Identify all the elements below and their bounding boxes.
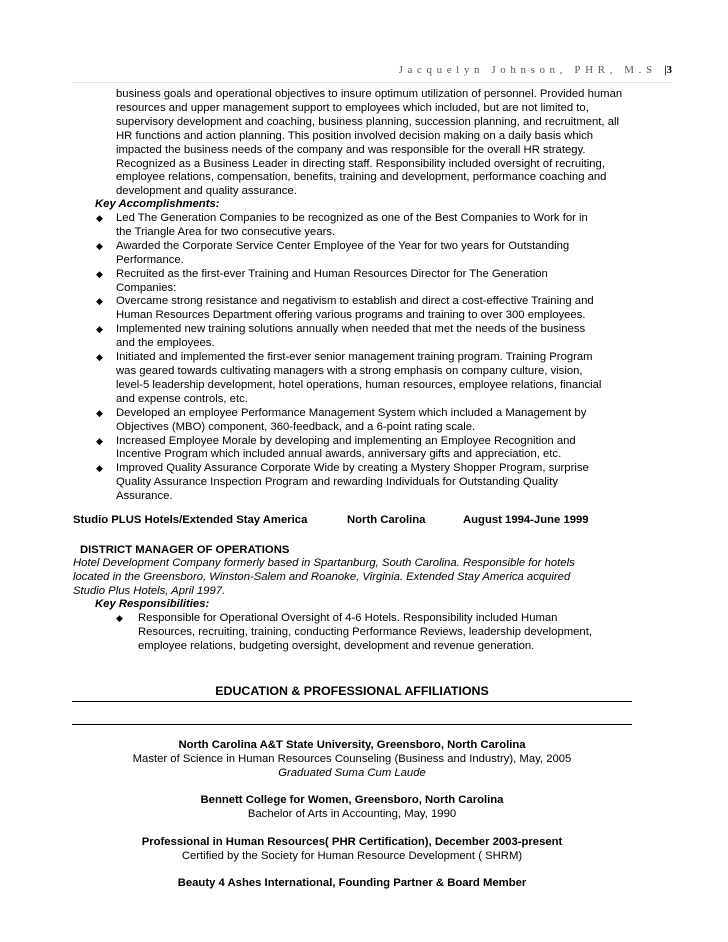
item-line: Implemented new training solutions annually when needed that met the needs of the business <box>116 323 586 336</box>
intro-line: development and quality assurance. <box>116 185 297 198</box>
institution-name: Bennett College for Women, Greensboro, North Carolina <box>200 794 504 806</box>
section-rule-top <box>72 701 632 702</box>
intro-line: resources and upper management support to employees which included, but are not limited to, <box>116 101 589 114</box>
institution-name: North Carolina A&T State University, Greensboro, North Carolina <box>178 739 526 751</box>
bullet-icon: ◆ <box>96 352 103 363</box>
bullet-icon: ◆ <box>96 435 103 446</box>
job-dates: August 1994-June 1999 <box>463 514 589 526</box>
education-entry <box>72 739 632 781</box>
list-item <box>96 462 636 504</box>
intro-line: supervisory development and coaching, business planning, succession planning, and recruitment, all <box>116 115 620 128</box>
responsibility-line: Responsible for Operational Oversight of 4-6 Hotels. Responsibility included Human <box>138 612 558 624</box>
item-line: Quality Assurance Inspection Program and rewarding Individuals for Outstanding Quality <box>116 476 559 489</box>
description-line: Studio Plus Hotels, April 1997. <box>73 584 226 597</box>
item-line: Initiated and implemented the first-ever senior management training program. Training Program <box>116 351 593 364</box>
responsibility-line: employee relations, budgeting oversight, development and revenue generation. <box>138 639 535 652</box>
item-line: Companies: <box>116 281 177 294</box>
list-item <box>96 323 636 351</box>
key-responsibilities-title: Key Responsibilities: <box>95 598 210 610</box>
item-line: Increased Employee Morale by developing and implementing an Employee Recognition and <box>116 434 576 447</box>
description-line: Hotel Development Company formerly based in Spartanburg, South Carolina. Responsible for hotels <box>73 557 575 569</box>
list-item <box>96 351 636 407</box>
item-line: Human Resources Department offering various programs and training to over 300 employees. <box>116 309 586 322</box>
education-entry <box>72 836 632 864</box>
degree-detail: Master of Science in Human Resources Counseling (Business and Industry), May, 2005 <box>132 752 572 765</box>
item-line: Incentive Program which included annual awards, anniversary gifts and appreciation, etc. <box>116 448 562 461</box>
item-line: Improved Quality Assurance Corporate Wide by creating a Mystery Shopper Program, surprise <box>116 462 589 475</box>
section-rule-bottom <box>72 724 632 725</box>
page-header <box>0 64 672 78</box>
affiliation-name: Beauty 4 Ashes International, Founding Partner & Board Member <box>177 877 527 889</box>
honor-detail: Graduated Suma Cum Laude <box>278 766 426 779</box>
intro-line: Recognized as a Business Leader in directing staff. Responsibility included oversight of recruiting, <box>116 157 605 170</box>
item-line: was geared towards cultivating managers with a strong emphasis on company culture, vision, <box>116 364 583 377</box>
list-item <box>96 240 636 268</box>
education-entry <box>72 877 632 891</box>
key-accomplishments-title: Key Accomplishments: <box>95 198 220 210</box>
item-line: Overcame strong resistance and negativism to establish and direct a cost-effective Training and <box>116 295 594 308</box>
item-line: level-5 leadership development, hotel operations, human resources, employee relations, financial <box>116 378 602 391</box>
header-name: Jacquelyn Johnson, PHR, M.S <box>398 64 657 76</box>
item-line: Objectives (MBO) component, 360-feedback, and a 6-point rating scale. <box>116 420 476 433</box>
certification-detail: Certified by the Society for Human Resource Development ( SHRM) <box>181 849 523 862</box>
bullet-icon: ◆ <box>96 268 103 279</box>
item-line: and the employees. <box>116 337 215 350</box>
header-separator: | <box>664 64 667 76</box>
intro-line: HR functions and action planning. This position involved decision making on a daily basis which <box>116 129 594 142</box>
section-title: EDUCATION & PROFESSIONAL AFFILIATIONS <box>215 684 489 698</box>
page-number: 3 <box>666 64 672 76</box>
list-item <box>96 212 636 240</box>
intro-line: business goals and operational objectives to insure optimum utilization of personnel. Provided human <box>116 88 623 100</box>
list-item <box>96 295 636 323</box>
bullet-icon: ◆ <box>96 296 103 307</box>
accomplishments-list <box>96 212 636 504</box>
intro-line: employee relations, compensation, benefits, training and development, performance coaching and <box>116 171 607 184</box>
education-entry <box>72 794 632 822</box>
bullet-icon: ◆ <box>96 463 103 474</box>
position-description <box>73 557 633 599</box>
bullet-icon: ◆ <box>96 324 103 335</box>
header-rule <box>72 82 672 83</box>
item-line: the Triangle Area for two consecutive years. <box>116 225 336 238</box>
bullet-icon: ◆ <box>116 613 123 623</box>
description-line: located in the Greensboro, Winston-Salem and Roanoke, Virginia. Extended Stay America acquired <box>73 570 571 583</box>
degree-detail: Bachelor of Arts in Accounting, May, 1990 <box>247 807 457 820</box>
item-line: Assurance. <box>116 490 173 503</box>
list-item <box>96 407 636 435</box>
item-line: Awarded the Corporate Service Center Employee of the Year for two years for Outstanding <box>116 239 570 252</box>
company-name: Studio PLUS Hotels/Extended Stay America <box>73 514 308 526</box>
item-line: Led The Generation Companies to be recognized as one of the Best Companies to Work for in <box>116 212 588 224</box>
position-title: DISTRICT MANAGER OF OPERATIONS <box>80 544 290 556</box>
bullet-icon: ◆ <box>96 407 103 418</box>
certification-name: Professional in Human Resources( PHR Certification), December 2003-present <box>141 836 563 848</box>
item-line: Performance. <box>116 253 184 266</box>
item-line: Developed an employee Performance Management System which included a Management by <box>116 406 587 419</box>
list-item <box>96 435 636 463</box>
bullet-icon: ◆ <box>96 213 103 223</box>
list-item <box>96 268 636 296</box>
item-line: and expense controls, etc. <box>116 392 248 405</box>
list-item <box>116 612 632 654</box>
job-location: North Carolina <box>347 514 426 526</box>
bullet-icon: ◆ <box>96 240 103 251</box>
responsibility-line: Resources, recruiting, training, conducting Performance Reviews, leadership development, <box>138 625 592 638</box>
intro-paragraph <box>116 88 656 199</box>
intro-line: impacted the business needs of the company and was responsible for the overall HR strategy. <box>116 143 586 156</box>
item-line: Recruited as the first-ever Training and Human Resources Director for The Generation <box>116 267 548 280</box>
